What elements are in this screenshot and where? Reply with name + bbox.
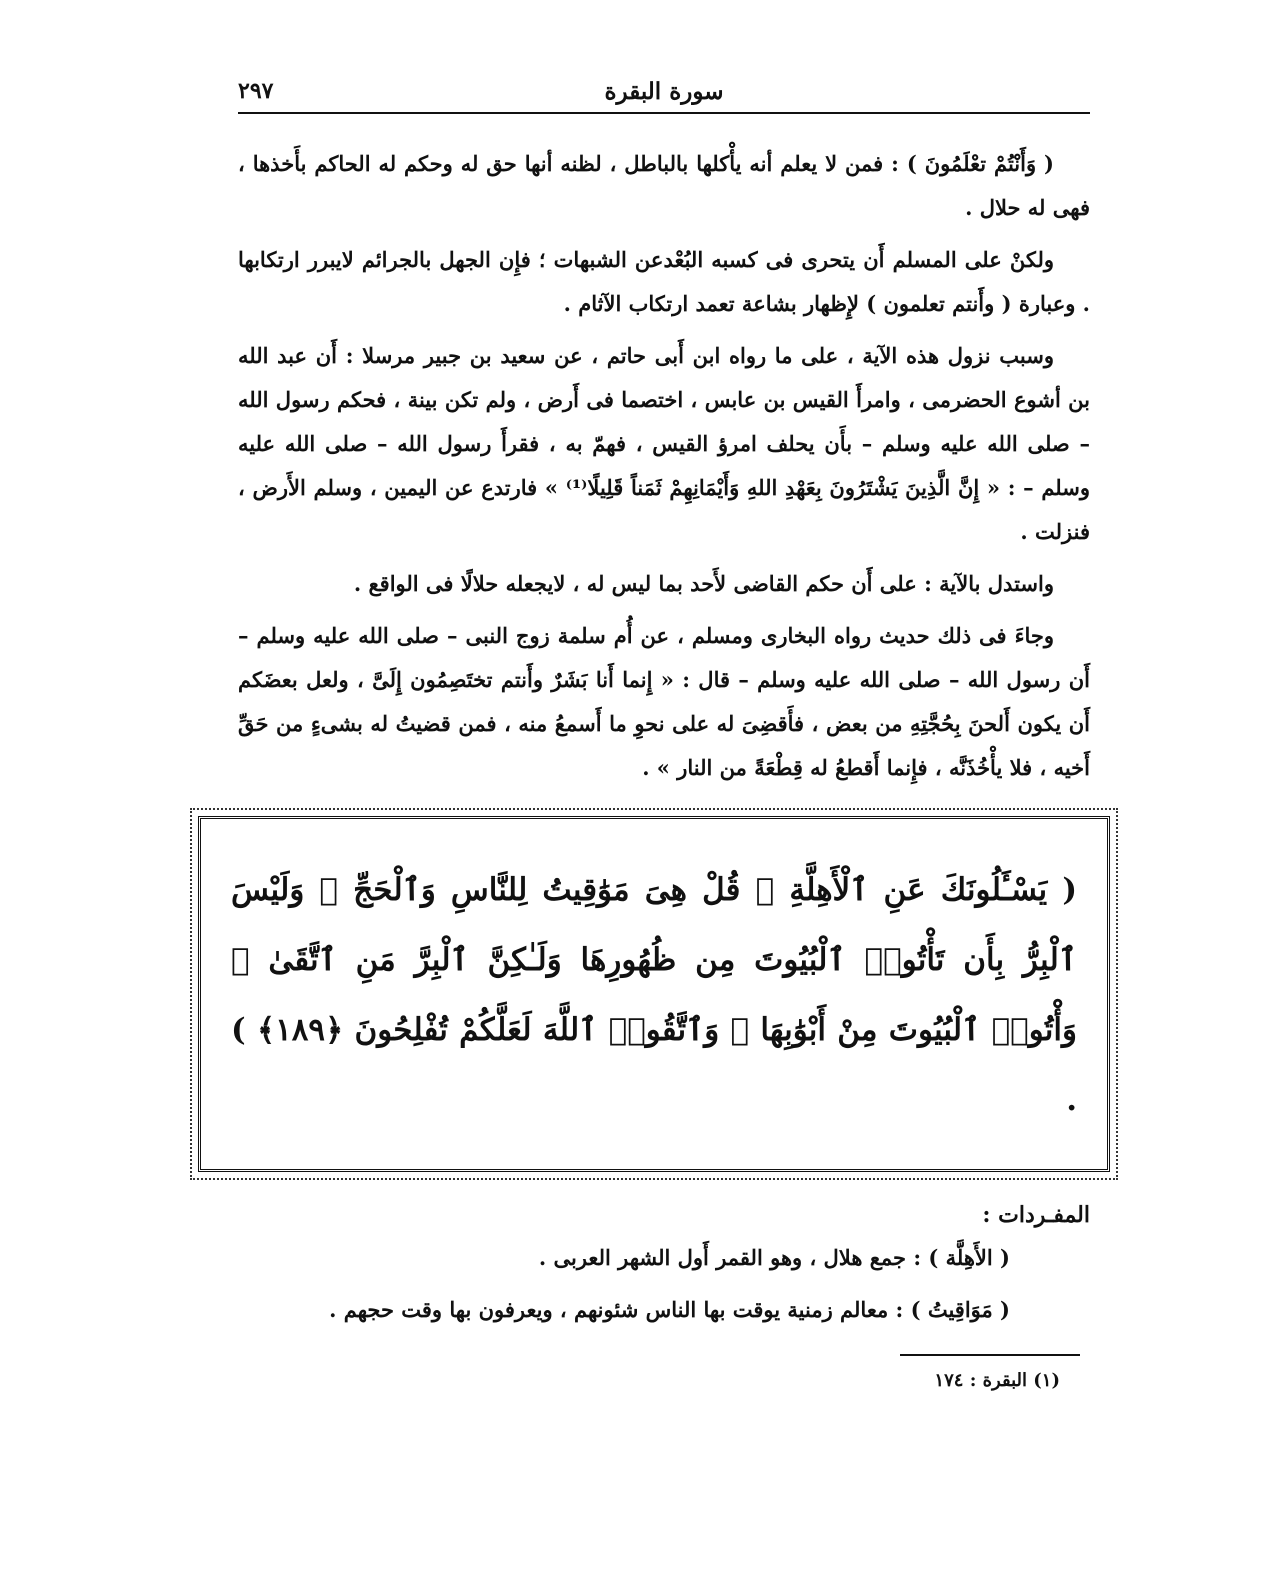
footnote: (١) البقرة : ١٧٤ <box>934 1370 1060 1391</box>
vocab-list <box>238 1232 1090 1336</box>
vocab-heading: المفـردات : <box>982 1202 1090 1228</box>
paragraph: وجاءَ فى ذلك حديث رواه البخارى ومسلم ، عن أُم سلمة زوج النبى – صلى الله عليه وسلم – أَن رسول الله – صلى الله عليه وسلم – قال : « إِنما أَنا بَشَرٌ وأَنتم تختَصِمُون إِلَىَّ ، ولعل بعضَكم أَن يكون أَلحنَ بِحُجَّتِهِ من بعض ، فأَقضِىَ له على نحوِ ما أَسمعُ منه ، فمن قضيتُ له بشىءٍ من حَقِّ أَخيه ، فلا يأْخُذَنَّه ، فإِنما أَقطعُ له قِطْعَةً من النار » . <box>238 623 1090 780</box>
paragraph: واستدل بالآية : على أَن حكم القاضى لأَحد بما ليس له ، لايجعله حلالًا فى الواقع . <box>353 571 1054 596</box>
page-header <box>238 60 1090 114</box>
ayah-text: ( يَسْـَٔلُونَكَ عَنِ ٱلْأَهِلَّةِ ۖ قُلْ هِىَ مَوَٰقِيتُ لِلنَّاسِ وَٱلْحَجِّ ۗ وَلَيْسَ ٱلْبِرُّ بِأَن تَأْتُوا۟ ٱلْبُيُوتَ مِن ظُهُورِهَا وَلَـٰكِنَّ ٱلْبِرَّ مَنِ ٱتَّقَىٰ ۗ وَأْتُوا۟ ٱلْبُيُوتَ مِنْ أَبْوَٰبِهَا ۚ وَٱتَّقُوا۟ ٱللَّهَ لَعَلَّكُمْ تُفْلِحُونَ ﴿١٨٩﴾ ) . <box>231 872 1077 1118</box>
commentary-body <box>238 142 1090 790</box>
footnote-divider <box>900 1354 1080 1356</box>
page-number: ٢٩٧ <box>238 78 274 104</box>
page <box>231 60 1090 1391</box>
vocab-item: ( مَوَاقِيتُ ) : معالم زمنية يوقت بها الناس شئونهم ، ويعرفون بها وقت حجهم . <box>329 1297 1010 1322</box>
vocab-item: ( الأَهِلَّة ) : جمع هلال ، وهو القمر أَول الشهر العربى . <box>538 1245 1010 1270</box>
surah-title: سورة البقرة <box>604 78 724 105</box>
ayah-frame <box>198 816 1110 1172</box>
paragraph: ( وَأَنْتُمْ تعْلَمُونَ ) : فمن لا يعلم أنه يأْكلها بالباطل ، لظنه أنها حق له وحكم له الحاكم بأَخذها ، فهى له حلال . <box>238 151 1090 220</box>
paragraph: ولكنْ على المسلم أَن يتحرى فى كسبه البُعْدعن الشبهات ؛ فإِن الجهل بالجرائم لايبرر ارتكابها . وعبارة ( وأَنتم تعلمون ) لإِظهار بشاعة تعمد ارتكاب الآثام . <box>238 247 1090 316</box>
paragraph: وسبب نزول هذه الآية ، على ما رواه ابن أَبى حاتم ، عن سعيد بن جبير مرسلا : أَن عبد الله بن أشوع الحضرمى ، وامرأَ القيس بن عابس ، اختصما فى أَرض ، ولم تكن بينة ، فحكم رسول الله – صلى الله عليه وسلم – بأَن يحلف امرؤ القيس ، فهمّ به ، فقرأَ رسول الله – صلى الله عليه وسلم – : « إِنَّ الَّذِينَ يَشْتَرُونَ بِعَهْدِ اللهِ وَأَيْمَانِهِمْ ثَمَناً قَلِيلًا⁽¹⁾ » فارتدع عن اليمين ، وسلم الأَرض ، فنزلت . <box>238 343 1090 544</box>
